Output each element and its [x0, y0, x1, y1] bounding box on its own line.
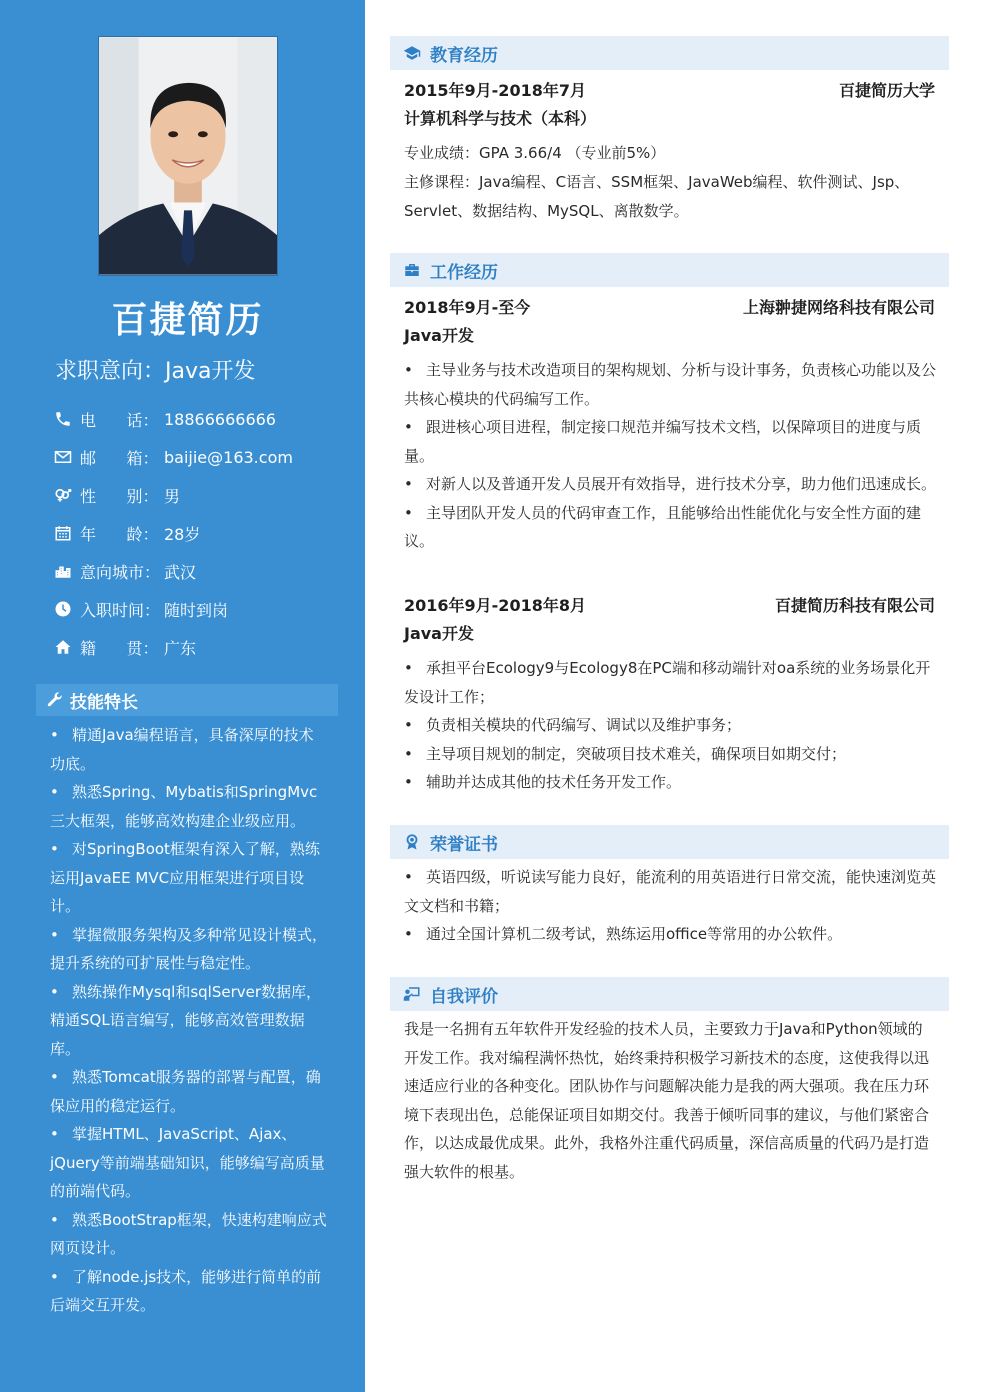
info-value: 随时到岗 [164, 600, 229, 620]
briefcase-icon [402, 261, 422, 279]
job-role: Java开发 [404, 624, 474, 643]
job-1-duties [404, 356, 936, 556]
list-item: • 跟进核心项目进程，制定接口规范并编写技术文档，以保障项目的进度与质量。 [404, 418, 922, 465]
mail-icon [52, 448, 74, 466]
skills-title: 技能特长 [70, 692, 138, 713]
info-value: 武汉 [164, 562, 197, 582]
info-value: 男 [164, 486, 181, 506]
info-label: 籍 贯： [80, 638, 159, 658]
list-item: • 掌握微服务架构及多种常见设计模式，提升系统的可扩展性与稳定性。 [50, 925, 328, 972]
info-value: 广东 [164, 638, 197, 658]
work-header [390, 253, 949, 287]
list-item: • 了解node.js技术，能够进行简单的前后端交互开发。 [50, 1267, 322, 1314]
info-email [52, 438, 352, 476]
wrench-icon [46, 691, 64, 709]
info-label: 电 话： [80, 410, 159, 430]
list-item: • 英语四级，听说读写能力良好，能流利的用英语进行日常交流，能快速浏览英文文档和书籍； [404, 868, 937, 915]
info-value: 28岁 [164, 524, 201, 544]
info-label: 性 别： [80, 486, 159, 506]
home-icon [52, 638, 74, 656]
job-1-row [404, 295, 935, 318]
job-company: 上海翀捷网络科技有限公司 [742, 298, 935, 317]
personal-info-list [52, 400, 352, 666]
info-label: 意向城市： [80, 562, 161, 582]
info-label: 邮 箱： [80, 448, 159, 468]
list-item: • 承担平台Ecology9与Ecology8在PC端和移动端针对oa系统的业务场景化开发设计工作； [404, 659, 931, 706]
clock-icon [52, 600, 74, 618]
list-item: • 掌握HTML、JavaScript、Ajax、jQuery等前端基础知识，能够编写高质量的前端代码。 [50, 1125, 325, 1200]
job-intention: 求职意向：Java开发 [55, 359, 256, 384]
skills-header [36, 684, 338, 716]
job-2-row [404, 593, 935, 616]
education-header [390, 36, 949, 70]
profile-photo [98, 36, 278, 276]
list-item: • 对新人以及普通开发人员展开有效指导，进行技术分享，助力他们迅速成长。 [404, 475, 937, 493]
info-availability [52, 590, 352, 628]
honors-header [390, 825, 949, 859]
work-title: 工作经历 [430, 262, 498, 283]
info-label: 年 龄： [80, 524, 159, 544]
presenter-icon [402, 985, 422, 1003]
job-period: 2018年9月-至今 [404, 298, 531, 317]
info-value: baijie@163.com [164, 447, 293, 467]
info-city [52, 552, 352, 590]
job-period: 2016年9月-2018年8月 [404, 596, 586, 615]
list-item: • 熟练操作Mysql和sqlServer数据库，精通SQL语言编写，能够高效管理数据库。 [50, 982, 322, 1058]
education-school: 百捷简历大学 [838, 81, 935, 100]
self-eval-title: 自我评价 [430, 986, 498, 1007]
honors-title: 荣誉证书 [430, 834, 498, 855]
education-title: 教育经历 [430, 45, 498, 66]
job-role: Java开发 [404, 326, 474, 345]
education-gpa: 专业成绩：GPA 3.66/4 （专业前5%） [404, 144, 666, 162]
info-gender [52, 476, 352, 514]
list-item: • 主导项目规划的制定，突破项目技术难关，确保项目如期交付； [404, 744, 847, 763]
self-eval-text: 我是一名拥有五年软件开发经验的技术人员，主要致力于Java和Python领域的开发工作。我对编程满怀热忱，始终秉持积极学习新技术的态度，这使我得以迅速适应行业的各种变化。团队协作与问题解决能力是我的两大强项。我在压力环境下表现出色，总能保证项目如期交付。我善于倾听同事的建议，与他们紧密合作，以达成最优成果。此外，我格外注重代码质量，深信高质量的代码乃是打造强大软件的根基。 [404, 1020, 930, 1181]
calendar-icon [52, 524, 74, 542]
list-item: • 精通Java编程语言，具备深厚的技术功底。 [50, 726, 314, 773]
info-age [52, 514, 352, 552]
self-eval-header [390, 977, 949, 1011]
list-item: • 通过全国计算机二级考试，熟练运用office等常用的办公软件。 [404, 925, 843, 943]
education-major: 计算机科学与技术（本科） [404, 109, 597, 128]
info-hometown [52, 628, 352, 666]
job-company: 百捷简历科技有限公司 [774, 596, 935, 615]
list-item: • 负责相关模块的代码编写、调试以及维护事务； [404, 716, 742, 734]
list-item: • 对SpringBoot框架有深入了解，熟练运用JavaEE MVC应用框架进行项目设计。 [50, 840, 320, 915]
info-value: 18866666666 [164, 409, 276, 429]
honors-list [404, 863, 936, 949]
phone-icon [52, 410, 74, 428]
skills-list [50, 721, 328, 1320]
sidebar [0, 0, 365, 1392]
list-item: • 主导团队开发人员的代码审查工作，且能够给出性能优化与安全性方面的建议。 [404, 503, 922, 550]
info-phone [52, 400, 352, 438]
list-item: • 辅助并达成其他的技术任务开发工作。 [404, 773, 682, 791]
gender-icon [52, 486, 74, 504]
list-item: • 熟悉BootStrap框架，快速构建响应式网页设计。 [50, 1210, 327, 1257]
education-period: 2015年9月-2018年7月 [404, 81, 586, 100]
city-icon [52, 562, 74, 580]
candidate-name: 百捷简历 [111, 300, 264, 341]
job-2-duties [404, 654, 936, 797]
list-item: • 主导业务与技术改造项目的架构规划、分析与设计事务，负责核心功能以及公共核心模块的代码编写工作。 [404, 361, 937, 408]
education-courses: 主修课程：Java编程、C语言、SSM框架、JavaWeb编程、软件测试、Jsp、Servlet、数据结构、MySQL、离散数学。 [404, 173, 910, 220]
list-item: • 熟悉Spring、Mybatis和SpringMvc三大框架，能够高效构建企业级应用。 [50, 783, 318, 830]
graduation-cap-icon [402, 44, 422, 62]
award-icon [402, 833, 422, 851]
education-row [404, 78, 935, 101]
list-item: • 熟悉Tomcat服务器的部署与配置，确保应用的稳定运行。 [50, 1068, 321, 1115]
info-label: 入职时间： [80, 600, 161, 620]
portrait-image [99, 37, 277, 275]
